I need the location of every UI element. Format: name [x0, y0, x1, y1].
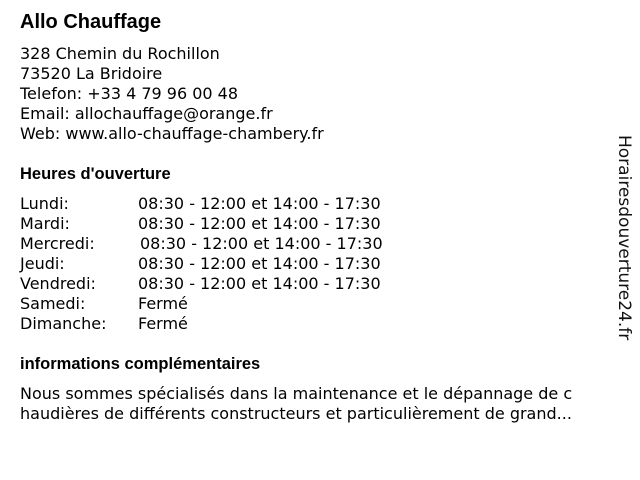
day-label: Mardi: [20, 214, 70, 233]
day-hours: 08:30 - 12:00 et 14:00 - 17:30 [138, 274, 381, 293]
day-label: Jeudi: [20, 254, 65, 273]
address-city: 73520 La Bridoire [20, 64, 163, 83]
business-name: Allo Chauffage [20, 11, 162, 33]
day-label: Vendredi: [20, 274, 96, 293]
info-line-1: Nous sommes spécialisés dans la maintenance et le dépannage de c [20, 384, 573, 403]
day-hours: 08:30 - 12:00 et 14:00 - 17:30 [138, 254, 381, 273]
address-street: 328 Chemin du Rochillon [20, 44, 220, 63]
info-line-2: haudières de différents constructeurs et particulièrement de grand... [20, 404, 572, 423]
website-address[interactable]: Web: www.allo-chauffage-chambery.fr [20, 124, 324, 143]
site-watermark: Horairesdouverture24.fr [614, 135, 634, 341]
day-hours: 08:30 - 12:00 et 14:00 - 17:30 [138, 214, 381, 233]
day-label: Mercredi: [20, 234, 95, 253]
day-hours: 08:30 - 12:00 et 14:00 - 17:30 [138, 194, 381, 213]
opening-hours-heading: Heures d'ouverture [20, 165, 171, 183]
day-label: Lundi: [20, 194, 69, 213]
day-label: Samedi: [20, 294, 86, 313]
day-hours: Fermé [138, 294, 188, 313]
address-block [20, 44, 324, 144]
day-hours: Fermé [138, 314, 188, 333]
day-hours: 08:30 - 12:00 et 14:00 - 17:30 [140, 234, 383, 253]
day-label: Dimanche: [20, 314, 107, 333]
additional-info-heading: informations complémentaires [20, 355, 261, 373]
email-address[interactable]: Email: allochauffage@orange.fr [20, 104, 273, 123]
phone-number[interactable]: Telefon: +33 4 79 96 00 48 [20, 84, 239, 103]
additional-info-text [20, 384, 616, 424]
